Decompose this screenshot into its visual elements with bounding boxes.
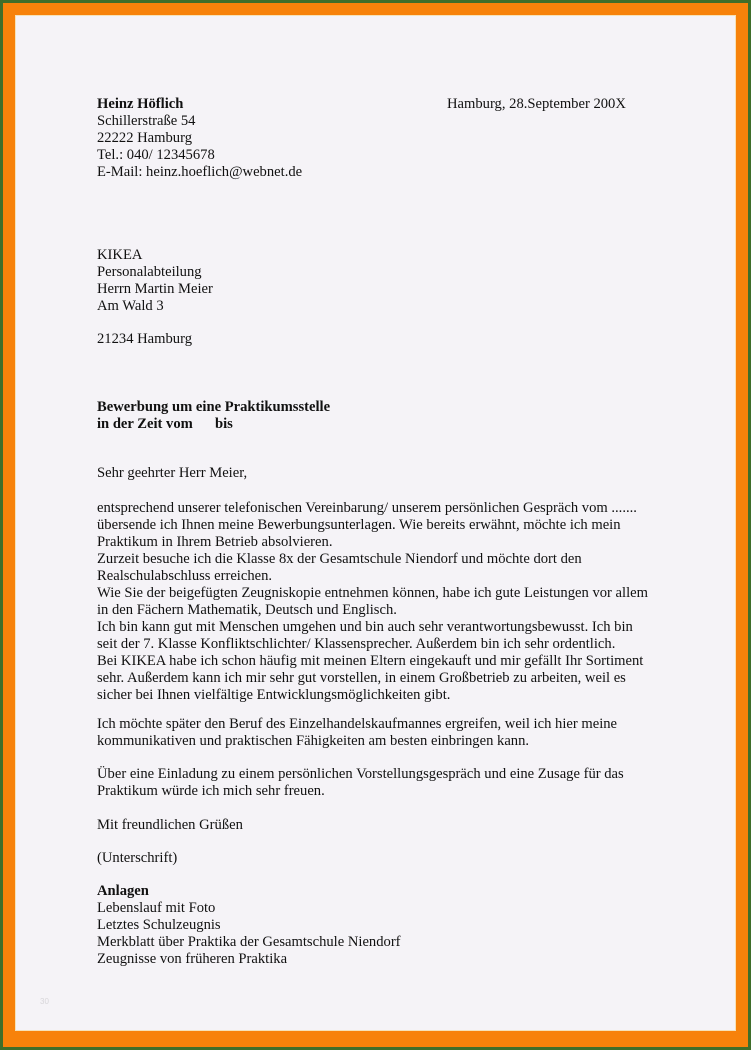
sender-city: 22222 Hamburg bbox=[97, 130, 192, 146]
attachment-item: Zeugnisse von früheren Praktika bbox=[97, 951, 288, 967]
salutation: Sehr geehrter Herr Meier, bbox=[97, 465, 248, 481]
closing: Mit freundlichen Grüßen bbox=[97, 817, 243, 833]
sender-name: Heinz Höflich bbox=[97, 96, 184, 112]
paragraph-3-line: Praktikum würde ich mich sehr freuen. bbox=[97, 783, 325, 799]
subject-line1: Bewerbung um eine Praktikumsstelle bbox=[97, 399, 331, 415]
paragraph-1-line: Ich bin kann gut mit Menschen umgehen und bin auch sehr verantwortungsbewusst. Ich bin bbox=[97, 619, 633, 635]
paragraph-1-line: in den Fächern Mathematik, Deutsch und Englisch. bbox=[97, 602, 397, 618]
recipient-department: Personalabteilung bbox=[97, 264, 202, 280]
signature: (Unterschrift) bbox=[97, 850, 178, 866]
recipient-street: Am Wald 3 bbox=[97, 298, 164, 314]
paragraph-1-line: übersende ich Ihnen meine Bewerbungsunterlagen. Wie bereits erwähnt, möchte ich mein bbox=[97, 517, 621, 533]
paragraph-2-line: kommunikativen und praktischen Fähigkeiten am besten einbringen kann. bbox=[97, 733, 530, 749]
place-date: Hamburg, 28.September 200X bbox=[447, 96, 626, 112]
paragraph-1-line: sicher bei Ihnen vielfältige Entwicklungsmöglichkeiten gibt. bbox=[97, 687, 451, 703]
paragraph-1-line: Zurzeit besuche ich die Klasse 8x der Gesamtschule Niendorf und möchte dort den bbox=[97, 551, 582, 567]
paragraph-1-line: Realschulabschluss erreichen. bbox=[97, 568, 273, 584]
subject-line2-from: in der Zeit vom bbox=[97, 416, 193, 432]
paragraph-1-line: Bei KIKEA habe ich schon häufig mit meinen Eltern eingekauft und mir gefällt Ihr Sortiment bbox=[97, 653, 644, 669]
paragraph-1-line: Praktikum in Ihrem Betrieb absolvieren. bbox=[97, 534, 333, 550]
recipient-person: Herrn Martin Meier bbox=[97, 281, 213, 297]
attachment-item: Letztes Schulzeugnis bbox=[97, 917, 221, 933]
paragraph-2-line: Ich möchte später den Beruf des Einzelhandelskaufmannes ergreifen, weil ich hier meine bbox=[97, 716, 618, 732]
recipient-company: KIKEA bbox=[97, 247, 143, 263]
paragraph-1-line: entsprechend unserer telefonischen Vereinbarung/ unserem persönlichen Gespräch vom ....... bbox=[97, 500, 637, 516]
recipient-city: 21234 Hamburg bbox=[97, 331, 192, 347]
page-number: 30 bbox=[40, 997, 49, 1006]
paragraph-3-line: Über eine Einladung zu einem persönlichen Vorstellungsgespräch und eine Zusage für das bbox=[97, 766, 624, 782]
attachment-item: Lebenslauf mit Foto bbox=[97, 900, 216, 916]
paragraph-1-line: Wie Sie der beigefügten Zeugniskopie entnehmen können, habe ich gute Leistungen vor allem bbox=[97, 585, 648, 601]
paragraph-1-line: sehr. Außerdem kann ich mir sehr gut vorstellen, in einem Großbetrieb zu arbeiten, weil es bbox=[97, 670, 626, 686]
subject-line2-to: bis bbox=[215, 416, 233, 432]
attachment-item: Merkblatt über Praktika der Gesamtschule Niendorf bbox=[97, 934, 401, 950]
sender-email: E-Mail: heinz.hoeflich@webnet.de bbox=[97, 164, 303, 180]
attachments-heading: Anlagen bbox=[97, 883, 149, 899]
sender-phone: Tel.: 040/ 12345678 bbox=[97, 147, 215, 163]
sender-street: Schillerstraße 54 bbox=[97, 113, 196, 129]
paragraph-1-line: seit der 7. Klasse Konfliktschlichter/ Klassensprecher. Außerdem bin ich sehr ordentlich. bbox=[97, 636, 616, 652]
